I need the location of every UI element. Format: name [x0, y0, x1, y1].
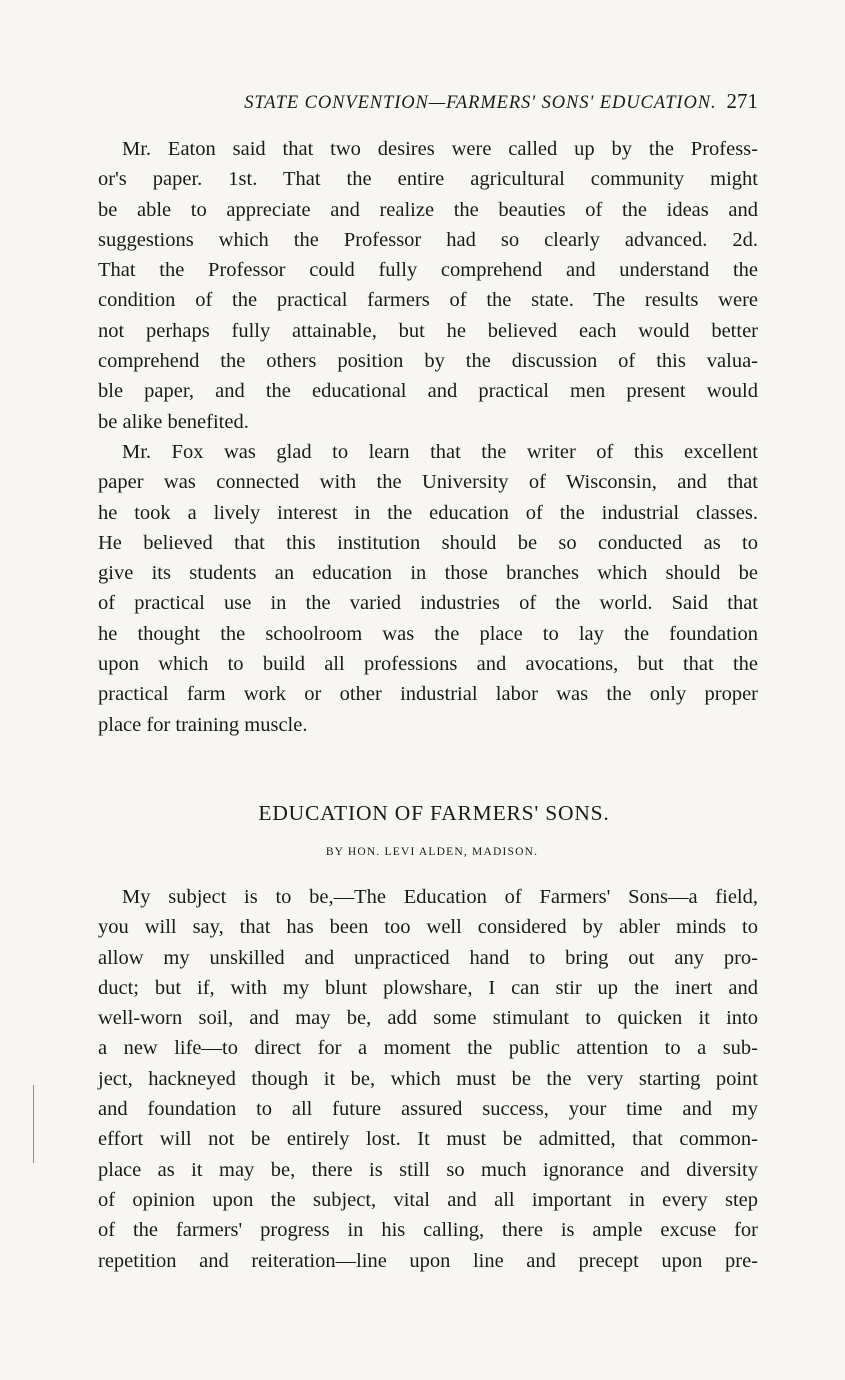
text-line: he thought the schoolroom was the place to lay the foundation — [98, 622, 758, 645]
text-line: My subject is to be,—The Education of Farmers' Sons—a field, — [122, 885, 758, 908]
text-line: duct; but if, with my blunt plowshare, I can stir up the inert and — [98, 976, 758, 999]
paragraph-fox — [98, 437, 758, 740]
text-line: of practical use in the varied industries of the world. Said that — [98, 592, 758, 615]
text-line: ject, hackneyed though it be, which must be the very starting point — [98, 1067, 758, 1090]
text-line: condition of the practical farmers of the state. The results were — [98, 289, 758, 312]
author-byline: BY HON. LEVI ALDEN, MADISON. — [325, 845, 539, 858]
text-line: upon which to build all professions and avocations, but that the — [98, 653, 758, 676]
paragraph-essay-opening — [98, 882, 758, 1276]
text-line: be able to appreciate and realize the beauties of the ideas and — [98, 198, 758, 221]
text-line: or's paper. 1st. That the entire agricultural community might — [98, 168, 758, 191]
text-line: practical farm work or other industrial labor was the only proper — [98, 683, 758, 706]
text-line: of the farmers' progress in his calling, there is ample excuse for — [98, 1219, 758, 1242]
running-head — [98, 86, 758, 116]
margin-pencil-mark — [33, 1085, 34, 1163]
text-line: a new life—to direct for a moment the public attention to a sub- — [98, 1037, 758, 1060]
text-line: you will say, that has been too well considered by abler minds to — [98, 916, 758, 939]
paragraph-eaton — [98, 134, 758, 437]
text-line: paper was connected with the University of Wisconsin, and that — [98, 471, 758, 494]
page-number: 271 — [726, 89, 758, 113]
text-line: Mr. Eaton said that two desires were called up by the Profess- — [122, 138, 758, 160]
text-line: and foundation to all future assured success, your time and my — [98, 1098, 758, 1121]
text-line: place for training muscle. — [98, 713, 308, 736]
text-line: effort will not be entirely lost. It must be admitted, that common- — [98, 1128, 758, 1151]
text-line: That the Professor could fully comprehend and understand the — [98, 259, 758, 282]
text-line: of opinion upon the subject, vital and all important in every step — [98, 1188, 758, 1211]
text-line: ble paper, and the educational and practical men present would — [98, 380, 758, 403]
text-line: suggestions which the Professor had so clearly advanced. 2d. — [98, 228, 758, 251]
text-line: He believed that this institution should be so conducted as to — [98, 531, 758, 554]
text-line: repetition and reiteration—line upon line and precept upon pre- — [98, 1249, 758, 1272]
text-line: comprehend the others position by the discussion of this valua- — [98, 350, 758, 373]
text-line: well-worn soil, and may be, add some stimulant to quicken it into — [98, 1007, 758, 1030]
section-title: EDUCATION OF FARMERS' SONS. — [258, 800, 610, 825]
text-line: be alike benefited. — [98, 410, 249, 433]
text-line: Mr. Fox was glad to learn that the writer of this excellent — [122, 440, 758, 463]
text-line: not perhaps fully attainable, but he believed each would better — [98, 319, 758, 342]
text-line: give its students an education in those branches which should be — [98, 562, 758, 585]
text-line: place as it may be, there is still so much ignorance and diversity — [98, 1158, 758, 1181]
book-page — [98, 86, 758, 1276]
running-head-title: STATE CONVENTION—FARMERS' SONS' EDUCATION. — [244, 93, 717, 113]
text-line: allow my unskilled and unpracticed hand to bring out any pro- — [98, 946, 758, 969]
text-line: he took a lively interest in the education of the industrial classes. — [98, 501, 758, 524]
